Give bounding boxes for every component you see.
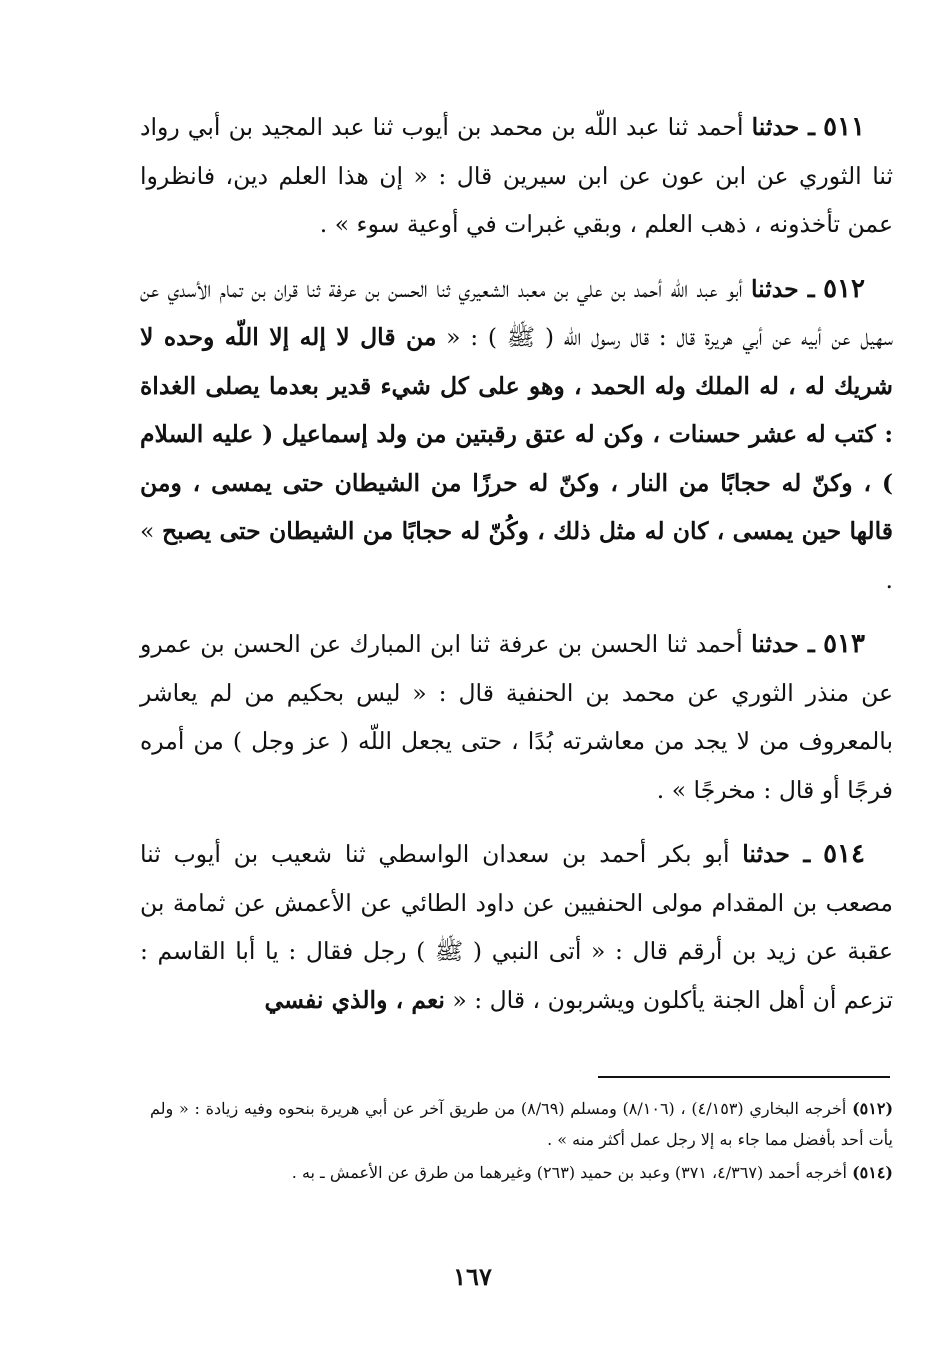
footnote-ref: (٥١٢) (852, 1099, 894, 1118)
hadith-512: ٥١٢ ـ حدثنا أبو عبد اللّه أحمد بن علي بن معبد الشعيري ثنا الحسن بن عرفة ثنا قران بن تمام الأسدي عن سهيل عن أبيه عن أبي هريرة قال : قال رسول اللّه ( ﷺ ) : « من قال لا إله إلا اللّه وحده لا شريك له ، له الملك وله الحمد ، وهو على كل شيء قدير بعدما يصلى الغداة : كتب له عشر حسنات ، وكن له عتق رقبتين من ولد إسماعيل ( عليه السلام ) ، وكنّ له حجابًا من النار ، وكنّ له حرزًا من الشيطان حتى يمسى ، ومن قالها حين يمسى ، كان له مثل ذلك ، وكُنّ له حجابًا من الشيطان حتى يصبح » . (140, 273, 893, 594)
footnote-512 (150, 1093, 893, 1155)
hadith-text: أحمد ثنا الحسن بن عرفة ثنا ابن المبارك عن الحسن بن عمرو عن منذر الثوري عن محمد بن الحنفية قال : « ليس بحكيم من لم يعاشر بالمعروف من لا يجد من معاشرته بُدًا ، حتى يجعل اللّه ( عز وجل ) من أمره فرجًا أو قال : مخرجًا » . (140, 630, 893, 804)
hadith-number: ٥١١ (823, 112, 866, 142)
hadith-text: أبو عبد اللّه أحمد بن علي بن معبد الشعيري ثنا الحسن بن عرفة ثنا قران بن تمام الأسدي عن سهيل عن أبيه عن أبي هريرة قال : قال رسول اللّه ( ﷺ ) : « (140, 274, 893, 351)
haddathana-keyword: حدثنا (742, 840, 790, 868)
hadith-number: ٥١٤ (823, 839, 865, 869)
haddathana-keyword: حدثنا (750, 274, 799, 303)
footnote-divider (598, 1076, 890, 1078)
footnote-text: أخرجه البخاري (٤/١٥٣) ، (٨/١٠٦) ومسلم (٨/٦٩) من طريق آخر عن أبي هريرة بنحوه وفيه زيادة : « ولم يأت أحد بأفضل مما جاء به إلا رجل عمل أكثر منه » . (150, 1099, 893, 1149)
hadith-tail: » . (140, 517, 893, 594)
haddathana-keyword: حدثنا (751, 113, 800, 141)
hadith-number: ٥١٢ (823, 273, 865, 304)
hadith-511: ٥١١ ـ حدثنا أحمد ثنا عبد اللّه بن محمد بن أيوب ثنا عبد المجيد بن أبي رواد ثنا الثوري عن ابن عون عن ابن سيرين قال : « إن هذا العلم دين، فانظروا عمن تأخذونه ، ذهب العلم ، وبقي غبرات في أوعية سوء » . (140, 112, 893, 238)
hadith-text: أحمد ثنا عبد اللّه بن محمد بن أيوب ثنا عبد المجيد بن أبي رواد ثنا الثوري عن ابن عون عن ابن سيرين قال : « إن هذا العلم دين، فانظروا عمن تأخذونه ، ذهب العلم ، وبقي غبرات في أوعية سوء » . (140, 113, 893, 238)
footnote-ref: (٥١٤) (852, 1163, 893, 1182)
hadith-514: ٥١٤ ـ حدثنا أبو بكر أحمد بن سعدان الواسطي ثنا شعيب بن أيوب ثنا مصعب بن المقدام مولى الحنفيين عن داود الطائي عن الأعمش عن ثمامة بن عقبة عن زيد بن أرقم قال : « أتى النبي ( ﷺ ) رجل فقال : يا أبا القاسم : تزعم أن أهل الجنة يأكلون ويشربون ، قال : « نعم ، والذي نفسي (140, 839, 893, 1014)
page-number: ١٦٧ (453, 1262, 492, 1291)
haddathana-keyword: حدثنا (751, 630, 799, 658)
footnotes (150, 1093, 893, 1190)
footnote-514 (150, 1157, 893, 1188)
hadith-text: أبو بكر أحمد بن سعدان الواسطي ثنا شعيب بن أيوب ثنا مصعب بن المقدام مولى الحنفيين عن داود الطائي عن الأعمش عن ثمامة بن عقبة عن زيد بن أرقم قال : « أتى النبي ( ﷺ ) رجل فقال : يا أبا القاسم : تزعم أن أهل الجنة يأكلون ويشربون ، قال : « (140, 840, 893, 1014)
hadith-513: ٥١٣ ـ حدثنا أحمد ثنا الحسن بن عرفة ثنا ابن المبارك عن الحسن بن عمرو عن منذر الثوري عن محمد بن الحنفية قال : « ليس بحكيم من لم يعاشر بالمعروف من لا يجد من معاشرته بُدًا ، حتى يجعل اللّه ( عز وجل ) من أمره فرجًا أو قال : مخرجًا » . (140, 629, 893, 804)
main-text (140, 103, 893, 1040)
hadith-quote: من قال لا إله إلا اللّه وحده لا شريك له ، له الملك وله الحمد ، وهو على كل شيء قدير بعدما يصلى الغداة : كتب له عشر حسنات ، وكن له عتق رقبتين من ولد إسماعيل ( عليه السلام ) ، وكنّ له حجابًا من النار ، وكنّ له حرزًا من الشيطان حتى يمسى ، ومن قالها حين يمسى ، كان له مثل ذلك ، وكُنّ له حجابًا من الشيطان حتى يصبح (140, 323, 893, 545)
hadith-number: ٥١٣ (823, 629, 865, 659)
footnote-text: أخرجه أحمد (٤/٣٦٧، ٣٧١) وعبد بن حميد (٢٦٣) وغيرهما من طرق عن الأعمش ـ به . (291, 1163, 847, 1182)
hadith-quote: نعم ، والذي نفسي (264, 985, 445, 1014)
